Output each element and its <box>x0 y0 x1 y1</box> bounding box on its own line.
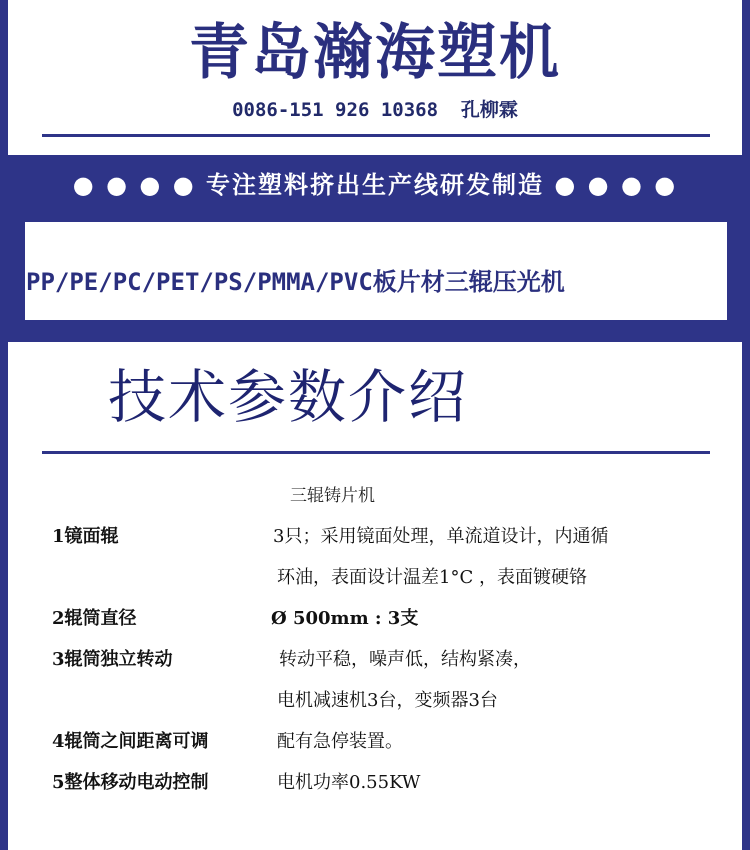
contact-line: 0086-151 926 10368 孔柳霖 <box>232 99 518 121</box>
param-label-2: 2辊筒直径 <box>52 608 137 629</box>
dot-left-1: ● <box>72 171 96 199</box>
param-value-2: Ø 500mm : 3支 <box>271 608 419 629</box>
params-subtitle: 三辊铸片机 <box>290 486 375 506</box>
param-value-3: 转动平稳，噪声低，结构紧凑， <box>279 649 531 670</box>
param-value-1: 3只；采用镜面处理，单流道设计，内通循 <box>273 526 609 547</box>
param-label-3: 3辊筒独立转动 <box>52 649 173 670</box>
param-value-5: 电机功率0.55KW <box>277 772 421 793</box>
param-label-4: 4辊筒之间距离可调 <box>52 731 209 752</box>
params-divider <box>42 451 710 454</box>
dot-right-2: ● <box>587 171 611 199</box>
dot-left-4: ● <box>172 171 196 199</box>
param-label-1: 1镜面辊 <box>52 526 119 547</box>
dot-right-3: ● <box>620 171 644 199</box>
param-label-5: 5整体移动电动控制 <box>52 772 209 793</box>
slogan <box>0 165 750 200</box>
dot-left-2: ● <box>106 171 130 199</box>
company-name: 青岛瀚海塑机 <box>189 18 561 88</box>
dot-right-4: ● <box>654 171 678 199</box>
dot-left-3: ● <box>139 171 163 199</box>
param-value-1b: 环油，表面设计温差1°C ，表面镀硬铬 <box>277 567 587 588</box>
dot-right-1: ● <box>554 171 578 199</box>
param-value-3b: 电机减速机3台，变频器3台 <box>277 690 498 711</box>
params-heading: 技术参数介绍 <box>108 363 469 431</box>
header-divider <box>42 134 710 137</box>
product-title: PP/PE/PC/PET/PS/PMMA/PVC板片材三辊压光机 <box>26 268 565 296</box>
param-value-4: 配有急停装置。 <box>277 731 403 752</box>
slogan-text: 专注塑料挤出生产线研发制造 <box>206 171 544 199</box>
